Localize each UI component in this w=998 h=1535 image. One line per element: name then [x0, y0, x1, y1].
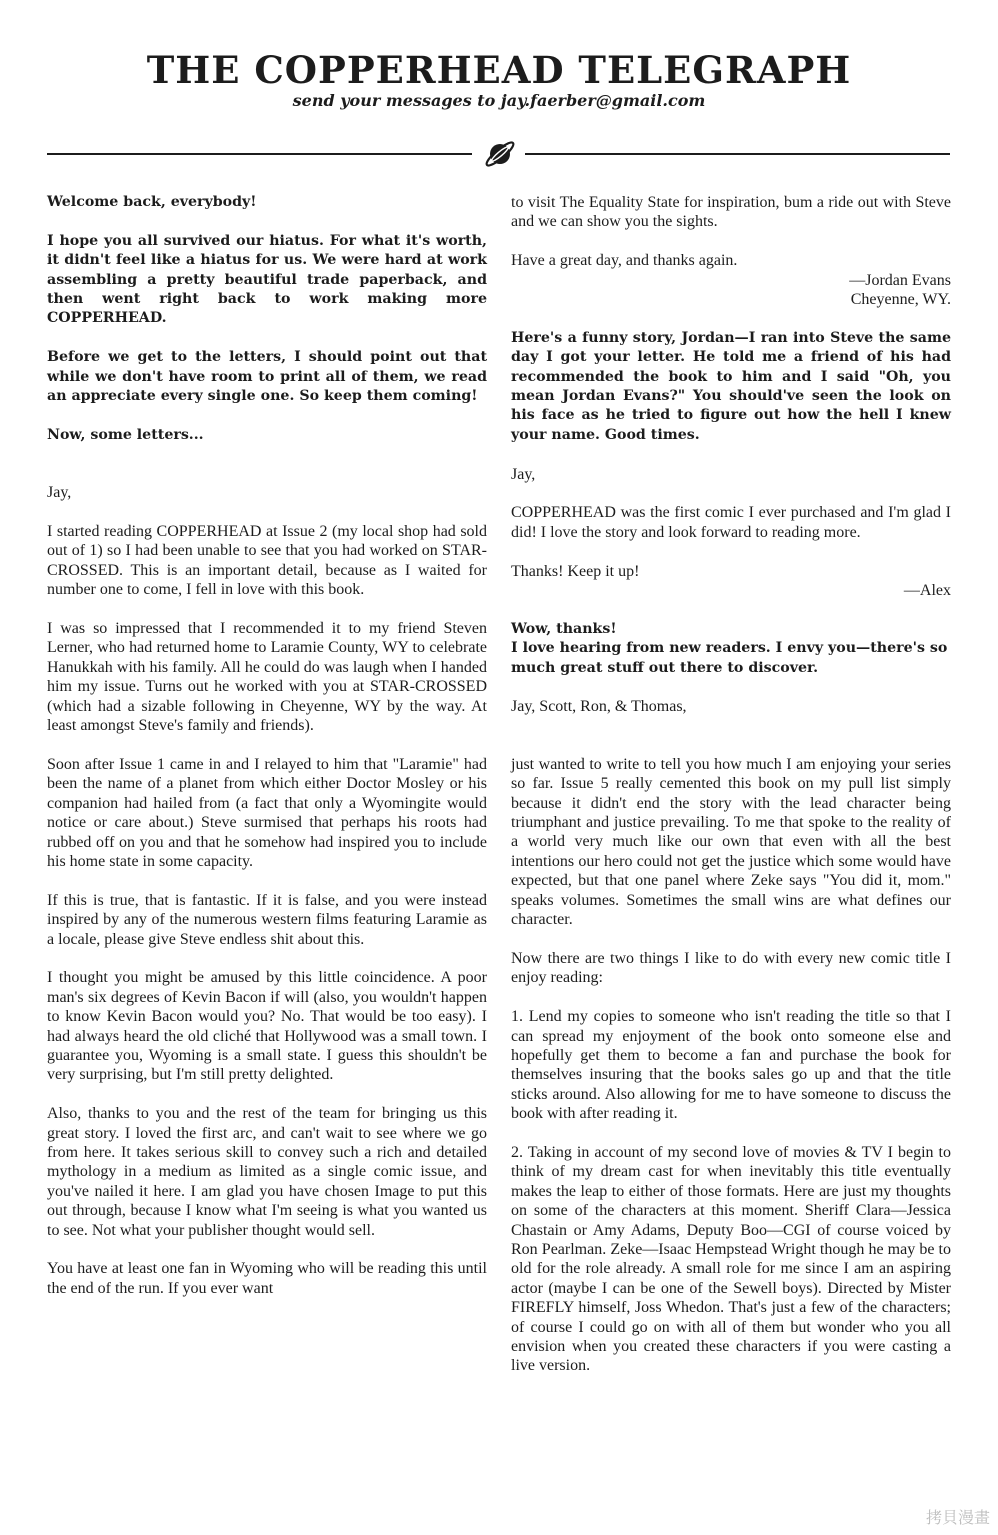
letter-greeting: Jay, Scott, Ron, & Thomas,	[511, 698, 687, 716]
signature-name: —Jordan Evans	[849, 271, 951, 289]
letter-paragraph: I started reading COPPERHEAD at Issue 2 (my local shop had sold out of 1) so I had been unable to see that you had worked on STAR-CROSSED. This is an important detail, because as I waited for number one to come, I fell in love with this book.	[47, 523, 487, 599]
watermark: 拷貝漫畫	[925, 1508, 990, 1527]
letter-paragraph: I was so impressed that I recommended it to my friend Steven Lerner, who had returned home to Laramie County, WY to celebrate Hanukkah with his family. All he could do was laugh when I handed him my issue. Turns out he worked with you at STAR-CROSSED (which had a sizable following in Cheyenne, WY by the way. At least amongst Steve's family and friends).	[47, 620, 487, 735]
letters-intro: Now, some letters...	[47, 426, 204, 443]
letter-greeting: Jay,	[47, 484, 72, 502]
letter-paragraph: Now there are two things I like to do with every new comic title I enjoy reading:	[511, 949, 951, 987]
letter-paragraph: I thought you might be amused by this little coincidence. A poor man's six degrees of Kevin Bacon if will (also, you wouldn't happen to know Kevin Bacon would you? No. That would be too easy). I had always heard the old cliché that Hollywood was a small town. I guarantee you, Wyoming is a small state. I guess this shouldn't be very surprising, but I'm still pretty delighted.	[47, 969, 487, 1084]
letter-closing: Have a great day, and thanks again.	[511, 252, 738, 270]
letter-paragraph: Soon after Issue 1 came in and I relayed to him that "Laramie" had been the name of a planet from which either Doctor Mosley or his companion had hailed from (a fact that only a Wyomingite would notice or care about.) Steve surmised that perhaps his roots had rubbed off on you and that he somehow had inspired you to include his home state in some capacity.	[47, 755, 487, 870]
letter-paragraph: to visit The Equality State for inspiration, bum a ride out with Steve and we can show you the sights.	[511, 194, 951, 231]
planet-icon	[480, 134, 520, 174]
letter-greeting: Jay,	[511, 465, 536, 483]
letter-paragraph: 2. Taking in account of my second love of movies & TV I begin to think of my dream cast for when inevitably this title eventually makes the leap to either of those formats. Here are just my thoughts on some of the characters at this moment. Sheriff Clara—Jessica Chastain or Amy Adams, Deputy Boo—CGI of course voiced by Ron Pearlman. Zeke—Isaac Hempstead Wright though he may be to old for the role already. A small role for me since I am an aspiring actor (maybe I can be one of the Sewell boys). Directed by Mister FIREFLY himself, Joss Whedon. That's just a few of the characters; of course I could go on with all of them but wonder who you all envision when you created these characters if you were casting a live version.	[511, 1143, 951, 1375]
editor-reply: Here's a funny story, Jordan—I ran into Steve the same day I got your letter. He told me a friend of his had recommended the book to him and I said "Oh, you mean Jordan Evans?" You should've seen the look on his face as he tried to figure out how the hell I knew your name. Good times.	[511, 329, 951, 443]
editor-reply-heading: Wow, thanks!	[511, 620, 617, 637]
page-title: THE COPPERHEAD TELEGRAPH	[146, 48, 852, 92]
submission-email: send your messages to jay.faerber@gmail.com	[292, 91, 706, 110]
letter-paragraph: You have at least one fan in Wyoming who will be reading this until the end of the run. If you ever want	[47, 1260, 487, 1297]
divider-left	[47, 153, 472, 155]
letter-paragraph: If this is true, that is fantastic. If it is false, and you were instead inspired by any of the numerous western films featuring Laramie as a locale, please give Steve endless shit about this.	[47, 891, 487, 948]
editor-reply: I love hearing from new readers. I envy you—there's so much great stuff out there to discover.	[511, 640, 948, 676]
letter-paragraph: COPPERHEAD was the first comic I ever purchased and I'm glad I did! I love the story and look forward to reading more.	[511, 504, 951, 541]
editor-greeting: Welcome back, everybody!	[47, 194, 257, 210]
divider-right	[525, 153, 950, 155]
right-column	[511, 193, 951, 1395]
letter-closing: Thanks! Keep it up!	[511, 562, 640, 580]
signature-name: —Alex	[903, 582, 951, 600]
editor-note: Before we get to the letters, I should point out that while we don't have room to print all of them, we read an appreciate every single one. So keep them coming!	[47, 349, 487, 405]
letter-paragraph: Also, thanks to you and the rest of the team for bringing us this great story. I loved the first arc, and can't wait to see where we go from here. It takes serious skill to convey such a rich and detailed mythology in a medium as limited as a single comic issue, and you've nailed it here. I am glad you have chosen Image to put this out through, because I know what I'm seeing is what you wanted us to see. Not what your publisher thought would sell.	[47, 1105, 487, 1239]
editor-intro: I hope you all survived our hiatus. For what it's worth, it didn't feel like a hiatus for us. We were hard at work assembling a pretty beautiful trade paperback, and then went right back to work making more COPPERHEAD.	[47, 232, 487, 327]
left-column	[47, 193, 487, 1318]
signature-location: Cheyenne, WY.	[850, 291, 951, 309]
letter-paragraph: just wanted to write to tell you how much I am enjoying your series so far. Issue 5 really cemented this book on my pull list simply because it didn't end the story with the lead character being triumphant and justice prevailing. To me that spoke to the reality of a world very much like our own that even with all the best intentions our hero could not get the justice which some would have expected, but that one panel where Zeke says "You did it, mom." speaks volumes. Sometimes the small wins are what defines our character.	[511, 755, 951, 929]
letter-paragraph: 1. Lend my copies to someone who isn't reading the title so that I can spread my enjoyment of the book onto someone else and hopefully get them to become a fan and purchase the book for themselves insuring that the books sales go up and that the title sticks around. Also allowing for me to have someone to discuss the book with after reading it.	[511, 1008, 951, 1123]
